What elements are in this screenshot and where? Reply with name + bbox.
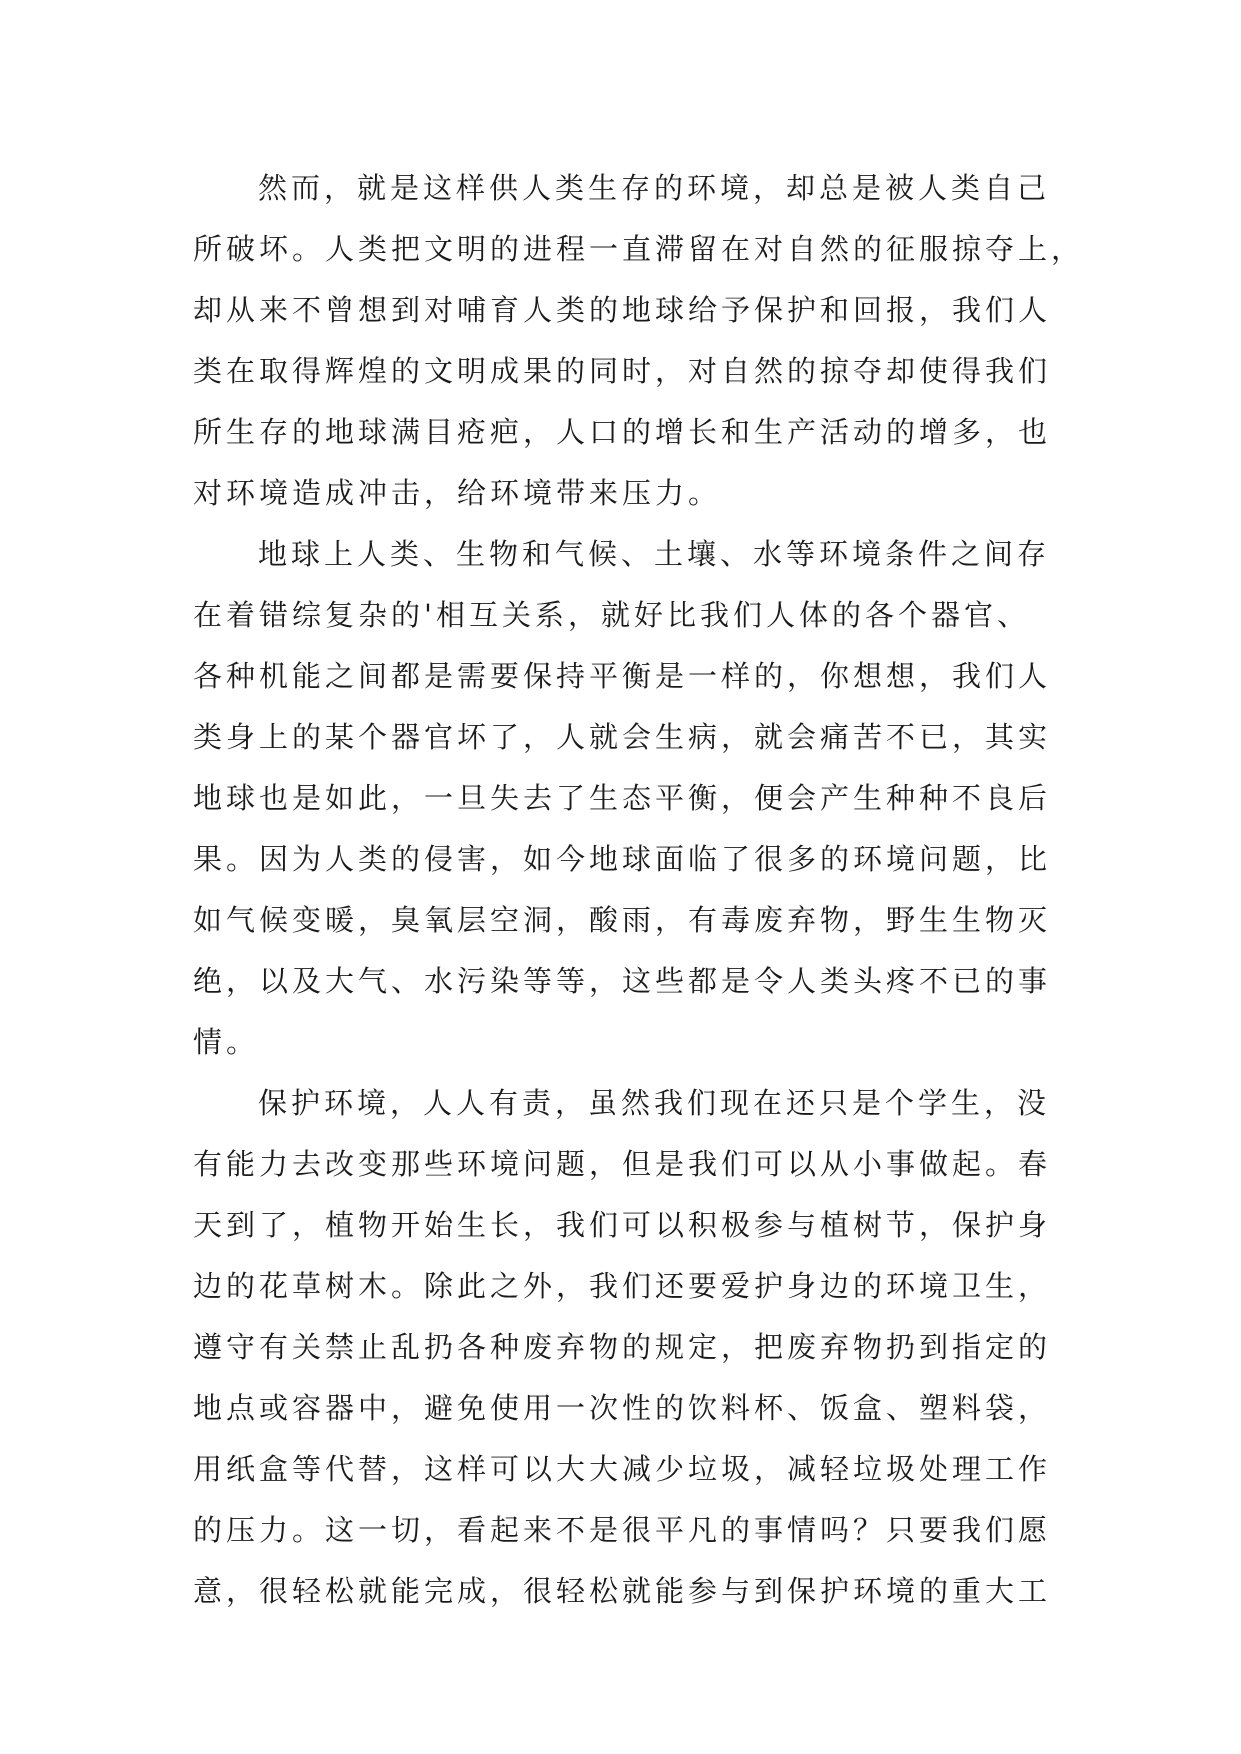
- text-line: 遵守有关禁止乱扔各种废弃物的规定，把废弃物扔到指定的: [193, 1330, 1052, 1364]
- text-line: 在着错综复杂的'相互关系，就好比我们人体的各个器官、: [193, 598, 1030, 632]
- text-line: 地球也是如此，一旦失去了生态平衡，便会产生种种不良后: [193, 781, 1052, 815]
- paragraph-1: [193, 158, 1093, 524]
- text-line: 果。因为人类的侵害，如今地球面临了很多的环境问题，比: [193, 842, 1052, 876]
- text-line: 有能力去改变那些环境问题，但是我们可以从小事做起。春: [193, 1147, 1052, 1181]
- text-line: 对环境造成冲击，给环境带来压力。: [193, 476, 722, 510]
- text-line: 类身上的某个器官坏了，人就会生病，就会痛苦不已，其实: [193, 720, 1052, 754]
- text-line: 所生存的地球满目疮疤，人口的增长和生产活动的增多，也: [193, 415, 1052, 449]
- text-line: 边的花草树木。除此之外，我们还要爱护身边的环境卫生，: [193, 1269, 1052, 1303]
- text-line: 然而，就是这样供人类生存的环境，却总是被人类自己: [258, 171, 1051, 205]
- body-text: [193, 158, 1093, 1622]
- paragraph-3: [193, 1073, 1093, 1622]
- paragraph-2: [193, 524, 1093, 1073]
- text-line: 地球上人类、生物和气候、土壤、水等环境条件之间存: [258, 537, 1051, 571]
- text-line: 情。: [193, 1025, 260, 1059]
- text-line: 天到了，植物开始生长，我们可以积极参与植树节，保护身: [193, 1208, 1052, 1242]
- text-line: 绝，以及大气、水污染等等，这些都是令人类头疼不已的事: [193, 964, 1052, 998]
- text-line: 如气候变暖，臭氧层空洞，酸雨，有毒废弃物，野生生物灭: [193, 903, 1052, 937]
- text-line: 地点或容器中，避免使用一次性的饮料杯、饭盒、塑料袋，: [193, 1391, 1052, 1425]
- text-line: 所破坏。人类把文明的进程一直滞留在对自然的征服掠夺上，: [193, 232, 1085, 266]
- text-line: 保护环境，人人有责，虽然我们现在还只是个学生，没: [258, 1086, 1051, 1120]
- text-line: 却从来不曾想到对哺育人类的地球给予保护和回报，我们人: [193, 293, 1052, 327]
- text-line: 类在取得辉煌的文明成果的同时，对自然的掠夺却使得我们: [193, 354, 1052, 388]
- text-line: 意，很轻松就能完成，很轻松就能参与到保护环境的重大工: [193, 1574, 1052, 1608]
- text-line: 各种机能之间都是需要保持平衡是一样的，你想想，我们人: [193, 659, 1052, 693]
- text-line: 的压力。这一切，看起来不是很平凡的事情吗？只要我们愿: [193, 1513, 1052, 1547]
- text-line: 用纸盒等代替，这样可以大大减少垃圾，减轻垃圾处理工作: [193, 1452, 1052, 1486]
